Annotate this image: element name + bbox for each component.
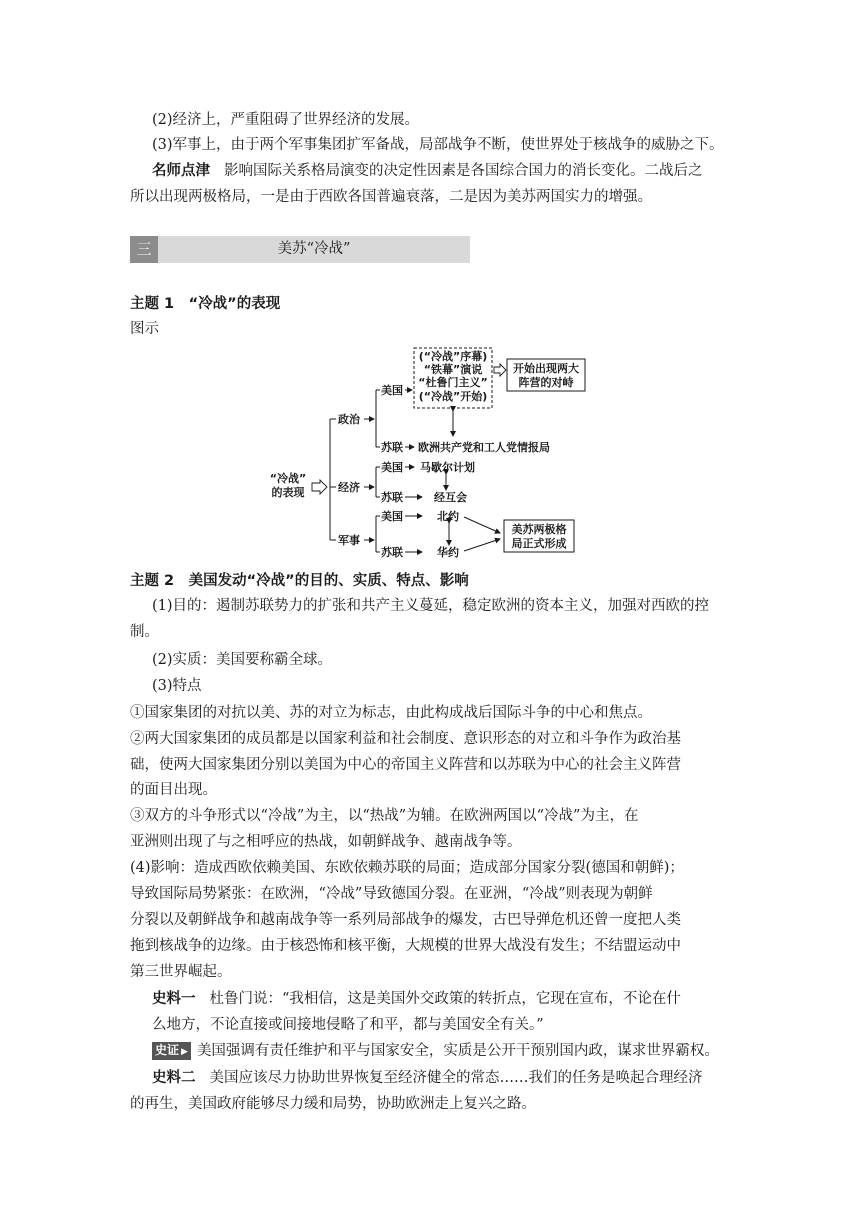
evidence-tag: 史证 ▶ — [152, 1042, 191, 1060]
us-politics-item-2: “铁幕”演说 — [423, 363, 483, 376]
section-number: 三 — [130, 236, 158, 263]
diagram-economy-ussr: 苏联 — [381, 491, 403, 504]
source1-text1: 杜鲁门说：“我相信，这是美国外交政策的转折点，它现在宣布，不论在什 — [209, 991, 681, 1007]
military-line: (3)军事上，由于两个军事集团扩军备战，局部战争不断，使世界处于核战争的威胁之下。 — [152, 137, 724, 153]
diagram-economy: 经济 — [338, 481, 360, 494]
diagram-root-line2: 的表现 — [271, 486, 305, 499]
topic1-title: 主题 1 “冷战”的表现 — [130, 296, 281, 312]
us-politics-item-1: (“冷战”序幕) — [418, 350, 488, 363]
us-politics-item-3: “杜鲁门主义” — [418, 376, 488, 389]
two-camps-line2: 阵营的对峙 — [518, 376, 574, 389]
topic2-line: ②两大国家集团的成员都是以国家利益和社会制度、意识形态的对立和斗争作为政治基 — [130, 731, 681, 747]
topic2-line: 第三世界崛起。 — [130, 964, 232, 980]
diagram-warsaw: 华约 — [437, 546, 459, 559]
source2-line2: 的再生，美国政府能够尽力缓和局势，协助欧洲走上复兴之路。 — [130, 1096, 536, 1112]
diagram-military-ussr: 苏联 — [381, 546, 403, 559]
two-camps-line1: 开始出现两大 — [513, 362, 579, 375]
topic2-line: ③双方的斗争形式以“冷战”为主，以“热战”为辅。在欧洲两国以“冷战”为主，在 — [130, 808, 639, 824]
diagram-politics-usa: 美国 — [381, 384, 403, 397]
us-politics-item-4: (“冷战”开始) — [418, 390, 488, 403]
topic2-line: 分裂以及朝鲜战争和越南战争等一系列局部战争的爆发，古巴导弹危机还曾一度把人类 — [130, 912, 681, 928]
cold-war-diagram — [260, 340, 600, 565]
topic2-line: 础，使两大国家集团分别以美国为中心的帝国主义阵营和以苏联为中心的社会主义阵营 — [130, 757, 681, 773]
source2-line1 — [152, 1068, 703, 1088]
economy-line: (2)经济上，严重阻碍了世界经济的发展。 — [152, 112, 420, 128]
source2-text1: 美国应该尽力协助世界恢复至经济健全的常态……我们的任务是唤起合理经济 — [209, 1070, 703, 1086]
topic2-line: ①国家集团的对抗以美、苏的对立为标志，由此构成战后国际斗争的中心和焦点。 — [130, 705, 652, 721]
teacher-note-text1: 影响国际关系格局演变的决定性因素是各国综合国力的消长变化。二战后之 — [224, 163, 703, 179]
evidence-text: 美国强调有责任维护和平与国家安全，实质是公开干预别国内政，谋求世界霸权。 — [196, 1043, 719, 1059]
topic2-line: 的面目出现。 — [130, 782, 217, 798]
topic1-subtitle: 图示 — [130, 321, 159, 337]
source1-line1 — [152, 989, 681, 1009]
topic2-title: 主题 2 美国发动“冷战”的目的、实质、特点、影响 — [130, 573, 469, 589]
diagram-nato: 北约 — [437, 510, 459, 523]
section-header — [130, 236, 470, 263]
topic2-line: (4)影响：造成西欧依赖美国、东欧依赖苏联的局面；造成部分国家分裂(德国和朝鲜)； — [130, 860, 684, 876]
diagram-military-usa: 美国 — [381, 510, 403, 523]
diagram-root-line1: “冷战” — [269, 472, 307, 485]
diagram-politics-ussr: 苏联 — [381, 441, 403, 454]
evidence-line — [152, 1041, 719, 1061]
source1-line2: 么地方，不论直接或间接地侵略了和平，都与美国安全有关。” — [152, 1017, 544, 1033]
section-title: 美苏“冷战” — [277, 241, 351, 257]
diagram-comecon: 经互会 — [434, 491, 467, 504]
teacher-note-line2: 所以出现两极格局，一是由于西欧各国普遍衰落，二是因为美苏两国实力的增强。 — [130, 189, 652, 205]
diagram-cominform: 欧洲共产党和工人党情报局 — [418, 441, 550, 454]
topic2-line: (3)特点 — [152, 678, 202, 694]
topic2-line: 拖到核战争的边缘。由于核恐怖和核平衡，大规模的世界大战没有发生；不结盟运动中 — [130, 938, 681, 954]
topic2-line: 制。 — [130, 624, 159, 640]
root-hollow-arrow — [312, 480, 327, 494]
diagram-politics: 政治 — [338, 413, 360, 426]
teacher-note-line1 — [152, 161, 703, 181]
topic2-line: (1)目的：遏制苏联势力的扩张和共产主义蔓延，稳定欧洲的资本主义，加强对西欧的控 — [152, 598, 710, 614]
topic2-line: 导致国际局势紧张：在欧洲，“冷战”导致德国分裂。在亚洲，“冷战”则表现为朝鲜 — [130, 886, 653, 902]
bipolar-line1: 美苏两极格 — [511, 523, 567, 536]
source1-label: 史料一 — [152, 991, 196, 1007]
bipolar-line2: 局正式形成 — [511, 537, 567, 550]
triangle-icon: ▶ — [181, 1047, 188, 1057]
teacher-note-label: 名师点津 — [152, 163, 210, 179]
diagram-military: 军事 — [338, 534, 360, 547]
topic2-line: (2)实质：美国要称霸全球。 — [152, 652, 333, 668]
diagram-marshall: 马歇尔计划 — [420, 461, 475, 474]
topic2-line: 亚洲则出现了与之相呼应的热战，如朝鲜战争、越南战争等。 — [130, 834, 522, 850]
diagram-economy-usa: 美国 — [381, 461, 403, 474]
source2-label: 史料二 — [152, 1070, 196, 1086]
